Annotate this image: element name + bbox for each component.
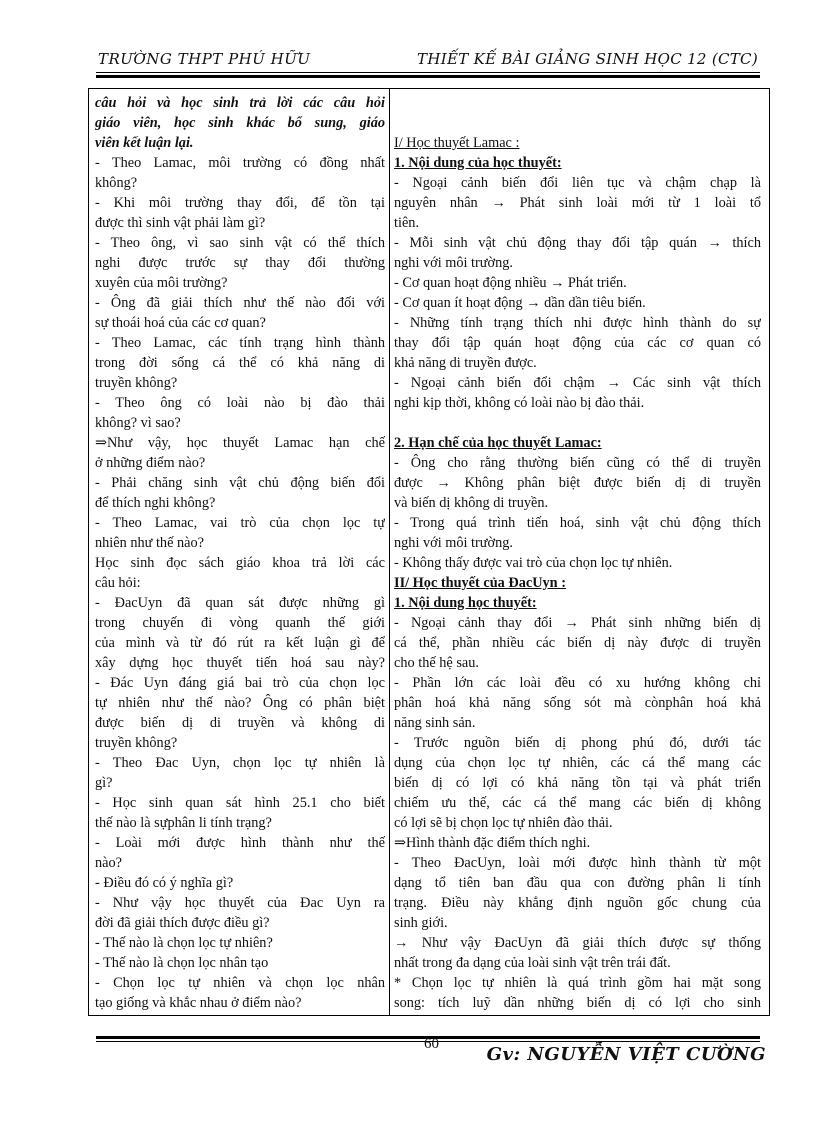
author-name: Gv: NGUYỄN VIỆT CƯỜNG [486, 1044, 766, 1065]
left-line: xuyên của môi trường? [95, 275, 228, 291]
right-line: - Cơ quan ít hoạt động → dần dần tiêu biến. [394, 295, 646, 311]
left-line: được thì sinh vật phải làm gì? [95, 215, 266, 231]
right-line: nghi kịp thời, không có loài nào bị đào thải. [394, 395, 645, 411]
subsection-heading: 1. Nội dung của học thuyết: [394, 155, 562, 171]
right-line: - Ngoại cảnh biến đổi chậm → Các sinh vật thích [394, 375, 761, 391]
left-line: viên kết luận lại. [95, 135, 194, 151]
right-line: dạng tổ tiên ban đầu qua con đường phân li tính [394, 875, 761, 891]
left-line: - Phải chăng sinh vật chủ động biến đổi [95, 475, 385, 491]
left-line: - Đác Uyn đáng giá bai trò của chọn lọc [95, 675, 385, 691]
right-line: - Những tính trạng thích nhi được hình thành do sự [394, 315, 761, 331]
left-line: - Ông đã giải thích như thế nào đối với [95, 295, 385, 311]
right-line: chiếm ưu thế, các cá thể mang các biến dị không [394, 795, 761, 811]
right-line: có lợi sẽ bị chọn lọc tự nhiên đào thải. [394, 815, 613, 831]
header-rule-thick [96, 75, 760, 78]
left-line: truyền không? [95, 375, 178, 391]
column-divider [389, 89, 390, 1015]
left-line: - Khi môi trường thay đổi, để tồn tại [95, 195, 385, 211]
section-heading: I/ Học thuyết Lamac : [394, 135, 520, 151]
left-line: trong chuyến đi vòng quanh thế giới [95, 615, 385, 631]
left-line: câu hỏi: [95, 575, 141, 591]
right-line: * Chọn lọc tự nhiên là quá trình gồm hai mặt song [394, 975, 761, 991]
left-line: truyền không? [95, 735, 178, 751]
left-line: - ĐacUyn đã quan sát được những gì [95, 595, 385, 611]
header-rule-thin [96, 72, 760, 73]
left-line: xây dựng học thuyết tiến hoá sau này? [95, 655, 385, 671]
right-line: được → Không phân biệt được biến dị di truyền [394, 475, 761, 491]
left-line: - Thế nào là chọn lọc tự nhiên? [95, 935, 273, 951]
document-title: THIẾT KẾ BÀI GIẢNG SINH HỌC 12 (CTC) [417, 50, 758, 68]
left-line: câu hỏi và học sinh trả lời các câu hỏi [95, 95, 385, 111]
right-line: nghi với môi trường. [394, 535, 513, 551]
right-line: - Phần lớn các loài đều có xu hướng không chỉ [394, 675, 761, 691]
right-line: sinh giới. [394, 915, 448, 931]
right-line: nghi với môi trường. [394, 255, 513, 271]
lesson-table [88, 88, 770, 1016]
right-line: - Ngoại cảnh thay đổi → Phát sinh những biến dị [394, 615, 761, 631]
right-line: nhất trong đa dạng của loài sinh vật trên trái đất. [394, 955, 671, 971]
left-line: được biến dị di truyền và không di [95, 715, 385, 731]
left-line: không? [95, 175, 138, 191]
right-line: - Trong quá trình tiến hoá, sinh vật chủ động thích [394, 515, 761, 531]
left-line: của mình và từ đó rút ra kết luận gì để [95, 635, 385, 651]
right-line: biến dị có lợi có khả năng tồn tại và phát triển [394, 775, 761, 791]
left-line: nhiên như thế nào? [95, 535, 204, 551]
left-line: sự thoái hoá của các cơ quan? [95, 315, 266, 331]
left-line: - Điều đó có ý nghĩa gì? [95, 875, 234, 891]
right-line: - Mỗi sinh vật chủ động thay đổi tập quán → thích [394, 235, 761, 251]
left-line: - Chọn lọc tự nhiên và chọn lọc nhân [95, 975, 385, 991]
left-line: - Như vậy học thuyết của Đac Uyn ra [95, 895, 385, 911]
left-line: ở những điểm nào? [95, 455, 206, 471]
right-line: - Cơ quan hoạt động nhiều → Phát triển. [394, 275, 627, 291]
left-line: giáo viên, học sinh khác bổ sung, giáo [95, 115, 385, 131]
right-line: phân hoá khả năng sống sót mà cònphân hoá khả [394, 695, 761, 711]
right-line: năng sinh sản. [394, 715, 476, 731]
right-line: thay đổi tập quán hoạt động của các cơ quan có [394, 335, 761, 351]
left-line: đời đã giải thích được điều gì? [95, 915, 270, 931]
right-line: ⇒Hình thành đặc điểm thích nghi. [394, 835, 591, 851]
subsection-heading: 2. Hạn chế của học thuyết Lamac: [394, 435, 602, 451]
left-line: nào? [95, 855, 122, 871]
left-line: tự nhiên như thế nào? Ông có phân biệt [95, 695, 385, 711]
school-name: TRƯỜNG THPT PHÚ HỮU [98, 50, 311, 68]
right-line: - Theo ĐacUyn, loài mới được hình thành từ một [394, 855, 761, 871]
right-line: cho thế hệ sau. [394, 655, 479, 671]
right-line: - Trước nguồn biến dị phong phú đó, dưới tác [394, 735, 761, 751]
right-line: song: tích luỹ dần những biến dị có lợi cho sinh [394, 995, 761, 1011]
right-line: - Ông cho rằng thường biến cũng có thể di truyền [394, 455, 761, 471]
page-number: 60 [424, 1036, 439, 1052]
left-line: - Theo ông có loài nào bị đào thải [95, 395, 385, 411]
right-line: khả năng di truyền được. [394, 355, 537, 371]
left-line: thế nào là sựphân li tính trạng? [95, 815, 272, 831]
right-line: và biến dị không di truyền. [394, 495, 549, 511]
left-line: - Theo Lamac, các tính trạng hình thành [95, 335, 385, 351]
left-line: ⇒Như vậy, học thuyết Lamac hạn chế [95, 435, 385, 451]
right-line: - Không thấy được vai trò của chọn lọc tự nhiên. [394, 555, 673, 571]
subsection-heading: 1. Nội dung học thuyết: [394, 595, 537, 611]
left-line: - Loài mới được hình thành như thế [95, 835, 385, 851]
left-line: tạo giống và khắc nhau ở điểm nào? [95, 995, 302, 1011]
right-line: - Ngoại cảnh biến đổi liên tục và chậm chạp là [394, 175, 761, 191]
page-header [96, 44, 760, 74]
left-line: - Theo ông, vì sao sinh vật có thể thích [95, 235, 385, 251]
left-line: - Theo Lamac, vai trò của chọn lọc tự [95, 515, 385, 531]
left-line: - Theo Đac Uyn, chọn lọc tự nhiên là [95, 755, 385, 771]
left-line: - Thế nào là chọn lọc nhân tạo [95, 955, 269, 971]
right-line: nguyên nhân → Phát sinh loài mới từ 1 loài tổ [394, 195, 761, 211]
section-heading: II/ Học thuyết của ĐacUyn : [394, 575, 566, 591]
right-line: dụng của chọn lọc tự nhiên, các cá thể mang các [394, 755, 761, 771]
right-line: → Như vậy ĐacUyn đã giải thích được sự thống [394, 935, 761, 951]
right-line: trạng. Điều này khẳng định nguồn gốc chung của [394, 895, 761, 911]
left-line: - Theo Lamac, môi trường có đồng nhất [95, 155, 385, 171]
right-line: cá thể, phần nhiều các biến dị này được di truyền [394, 635, 761, 651]
left-line: trong đời sống cá thể có khả năng di [95, 355, 385, 371]
left-line: không? vì sao? [95, 415, 181, 431]
left-line: nghi được trước sự thay đổi thường [95, 255, 385, 271]
content-column [394, 93, 761, 1013]
right-line: tiên. [394, 215, 420, 231]
left-line: Học sinh đọc sách giáo khoa trả lời các [95, 555, 385, 571]
left-line: - Học sinh quan sát hình 25.1 cho biết [95, 795, 385, 811]
left-line: để thích nghi không? [95, 495, 216, 511]
teacher-activity-column [95, 93, 385, 1013]
left-line: gì? [95, 775, 113, 791]
